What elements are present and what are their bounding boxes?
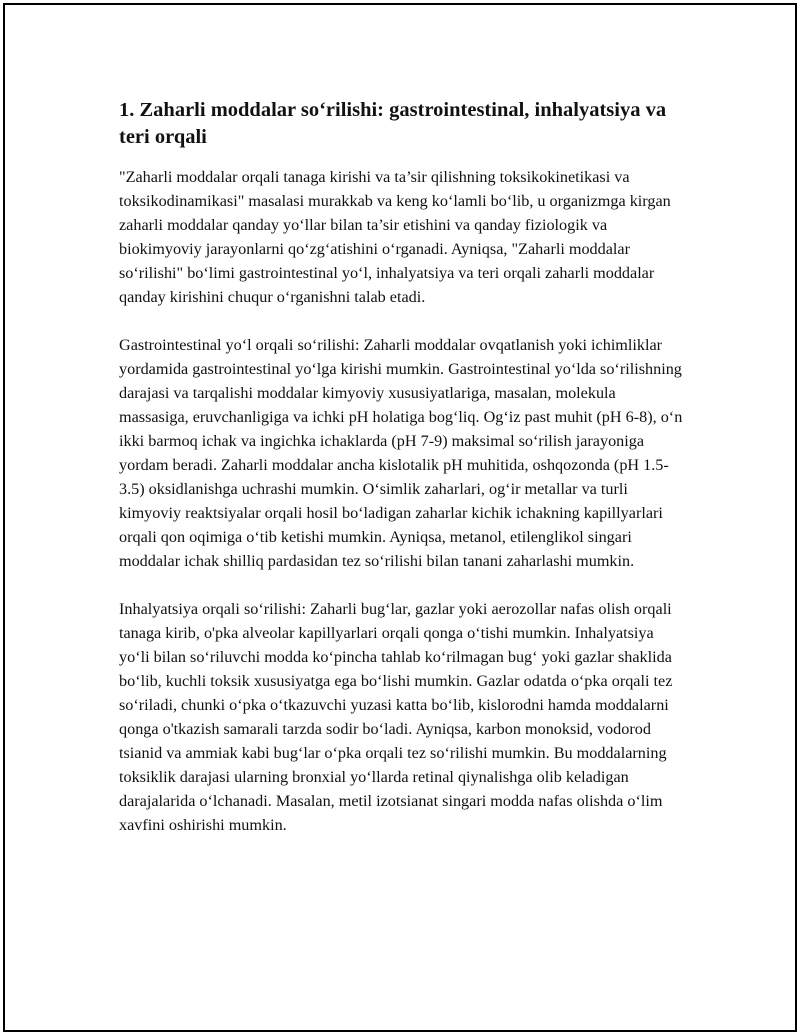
- document-page: [3, 3, 797, 1032]
- paragraph-gastrointestinal: Gastrointestinal yo‘l orqali so‘rilishi: Zaharli moddalar ovqatlanish yoki ichimliklar yordamida gastrointestinal yo‘lga kirishi mumkin. Gastrointestinal yo‘lda so‘rilishning darajasi va tarqalishi moddalar kimyoviy xususiyatlariga, masalan, molekula massasiga, eruvchanligiga va ichki pH holatiga bog‘liq. Og‘iz past muhit (pH 6-8), o‘n ikki barmoq ichak va ingichka ichaklarda (pH 7-9) maksimal so‘rilish jarayoniga yordam beradi. Zaharli moddalar ancha kislotalik pH muhitida, oshqozonda (pH 1.5-3.5) oksidlanishga uchrashi mumkin. O‘simlik zaharlari, og‘ir metallar va turli kimyoviy reaktsiyalar orqali hosil bo‘ladigan zaharlar kichik ichakning kapillyarlari orqali qon oqimiga o‘tib ketishi mumkin. Ayniqsa, metanol, etilenglikol singari moddalar ichak shilliq pardasidan tez so‘rilishi bilan tanani zaharlashi mumkin.: [119, 336, 683, 570]
- paragraph-intro: "Zaharli moddalar orqali tanaga kirishi va ta’sir qilishning toksikokinetikasi va toksikodinamikasi" masalasi murakkab va keng ko‘lamli bo‘lib, u organizmga kirgan zaharli moddalar qanday yo‘llar bilan ta’sir etishini va qanday fiziologik va biokimyoviy jarayonlarni qo‘zg‘atishini o‘rganadi. Ayniqsa, "Zaharli moddalar so‘rilishi" bo‘limi gastrointestinal yo‘l, inhalyatsiya va teri orqali zaharli moddalar qanday kirishini chuqur o‘rganishni talab etadi.: [119, 168, 671, 306]
- paragraph-inhalation: Inhalyatsiya orqali so‘rilishi: Zaharli bug‘lar, gazlar yoki aerozollar nafas olish orqali tanaga kirib, o'pka alveolar kapillyarlari orqali qonga o‘tishi mumkin. Inhalyatsiya yo‘li bilan so‘riluvchi modda ko‘pincha tahlab ko‘rilmagan bug‘ yoki gazlar shaklida bo‘lib, kuchli toksik xususiyatga ega bo‘lishi mumkin. Gazlar odatda o‘pka orqali tez so‘riladi, chunki o‘pka o‘tkazuvchi yuzasi katta bo‘lib, kislorodni hamda moddalarni qonga o'tkazish samarali tarzda sodir bo‘ladi. Ayniqsa, karbon monoksid, vodorod tsianid va ammiak kabi bug‘lar o‘pka orqali tez so‘rilishi mumkin. Bu moddalarning toksiklik darajasi ularning bronxial yo‘llarda retinal qiynalishga olib keladigan darajalarida o‘lchanadi. Masalan, metil izotsianat singari modda nafas olishda o‘lim xavfini oshirishi mumkin.: [119, 600, 673, 834]
- section-heading: 1. Zaharli moddalar so‘rilishi: gastrointestinal, inhalyatsiya va teri orqali: [119, 99, 667, 148]
- document-body: [119, 97, 686, 861]
